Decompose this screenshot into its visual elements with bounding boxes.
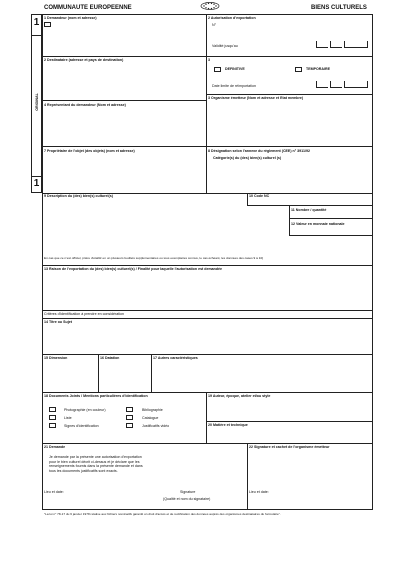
list-checkbox[interactable] (49, 415, 56, 420)
field-other-characteristics-label: 17 Autres caractéristiques (153, 356, 198, 360)
field-representative-label: 4 Représentant du demandeur (Nom et adresse) (44, 103, 126, 107)
field-request-label: 21 Demande (44, 445, 66, 449)
field-author-label: 19 Auteur, époque, atelier et/ou style (208, 394, 271, 398)
photo-checkbox[interactable] (49, 407, 56, 412)
field-2-validity-label: Validité jusqu'au (212, 44, 238, 48)
eu-emblem-icon (199, 1, 221, 11)
reimport-date-label: Date limite de réimportation (212, 84, 256, 88)
field-documents-label: 18 Documents Joints / Mentions particulières d'identification (44, 394, 148, 398)
field-dimension-label: 15 Dimension (44, 356, 68, 360)
field-issuing-body-label: 3 Organisme émetteur (Nom et adresse et Etat membre) (208, 96, 304, 100)
form-frame (42, 14, 373, 510)
issuer-place-date-label: Lieu et date: (249, 490, 269, 494)
footer-legal-note: "La loi n° 78-17 du 6 janvier 1978 relative aux fichiers nominatifs garantit un droit d'accès et de rectification des données auprès des organismes destinataires du formulaire". (44, 512, 281, 516)
bibliography-label: Bibliographie (142, 408, 163, 412)
copy-number-top: 1 (33, 17, 40, 28)
field-title-label: 14 Titre ou Sujet (44, 320, 72, 324)
request-place-date-label: Lieu et date: (44, 490, 64, 494)
field-recipient-label: 2 Destinataire (adresse et pays de destination) (44, 58, 124, 62)
field-dating-label: 16 Datation (100, 356, 120, 360)
temporary-checkbox[interactable] (295, 67, 302, 72)
original-vertical-label: ORIGINAL (35, 93, 39, 111)
validity-year-input[interactable] (344, 41, 368, 48)
reimport-month-input[interactable] (330, 81, 342, 88)
field-1-applicant-label: 1 Demandeur (nom et adresse) (44, 16, 97, 20)
definitive-checkbox[interactable] (214, 67, 221, 72)
request-signatory-label: (Qualité et nom du signataire) (163, 497, 211, 501)
identification-criteria-label: Critères d'identification à prendre en considération (44, 312, 124, 316)
list-label: Liste (64, 416, 72, 420)
validity-day-input[interactable] (316, 41, 328, 48)
video-label: Justificatifs vidéo (142, 424, 170, 428)
field-category-label: Catégorie(s) du (des) bien(s) culturel (s) (213, 156, 282, 160)
bibliography-checkbox[interactable] (126, 407, 133, 412)
field-designation-label: 8 Désignation selon l'annexe du règlement (CEE) n° 3911/92 (208, 149, 310, 153)
reimport-day-input[interactable] (316, 81, 328, 88)
request-signature-label: Signature (180, 490, 196, 494)
field-2-number-label: N° (212, 23, 217, 27)
field-description-label: 9 Description du (des) bien(s) culturel(s) (44, 194, 113, 198)
photo-label: Photographie (en couleur) (64, 408, 106, 412)
catalogue-checkbox[interactable] (126, 415, 133, 420)
field-value-label: 12 Valeur en monnaie nationale (291, 222, 345, 226)
field-2-export-license-label: 2 Autorisation d'exportation (208, 16, 256, 20)
field-export-reason-label: 13 Raison de l'exportation du (des) bien(s) culturel(s) / Finalité pour laquelle l'autorisation est demandée (44, 267, 223, 271)
field-nc-code-label: 10 Code NC (249, 194, 270, 198)
field-3-number: 3 (208, 58, 210, 62)
signs-label: Signes d'identification (64, 424, 99, 428)
annex-note: En cas que ce n'est officiel, prière d'établir en un plusieurs feuillets supplémentaires ou tous exemplaires connus, le cas échéant, les données des cases 9 à 10) (44, 256, 264, 260)
field-1-checkbox[interactable] (44, 22, 51, 27)
field-material-label: 20 Matière et technique (208, 423, 248, 427)
field-quantity-label: 11 Nombre / quantité (291, 208, 327, 212)
catalogue-label: Catalogue (142, 416, 159, 420)
temporary-label: TEMPORAIRE (306, 67, 330, 71)
field-owner-label: 7 Propriétaire de l'objet (des objets) (nom et adresse) (44, 149, 135, 153)
field-issuer-signature-label: 22 Signature et cachet de l'organisme émetteur (249, 445, 330, 449)
validity-month-input[interactable] (330, 41, 342, 48)
header-cultural-goods-label: BIENS CULTURELS (311, 5, 367, 11)
request-declaration-text: Je demande par la présente une autorisation d'exportation pour le bien culturel décrit ci-dessus et je déclare que les renseignements fournis dans la présente demande et dans tous les documents justificatifs sont exacts. (49, 455, 143, 473)
signs-checkbox[interactable] (49, 423, 56, 428)
video-checkbox[interactable] (126, 423, 133, 428)
copy-number-bottom: 1 (33, 178, 40, 189)
header-community-label: COMMUNAUTE EUROPEENNE (44, 5, 132, 11)
reimport-year-input[interactable] (344, 81, 368, 88)
definitive-label: DEFINITIVE (225, 67, 245, 71)
